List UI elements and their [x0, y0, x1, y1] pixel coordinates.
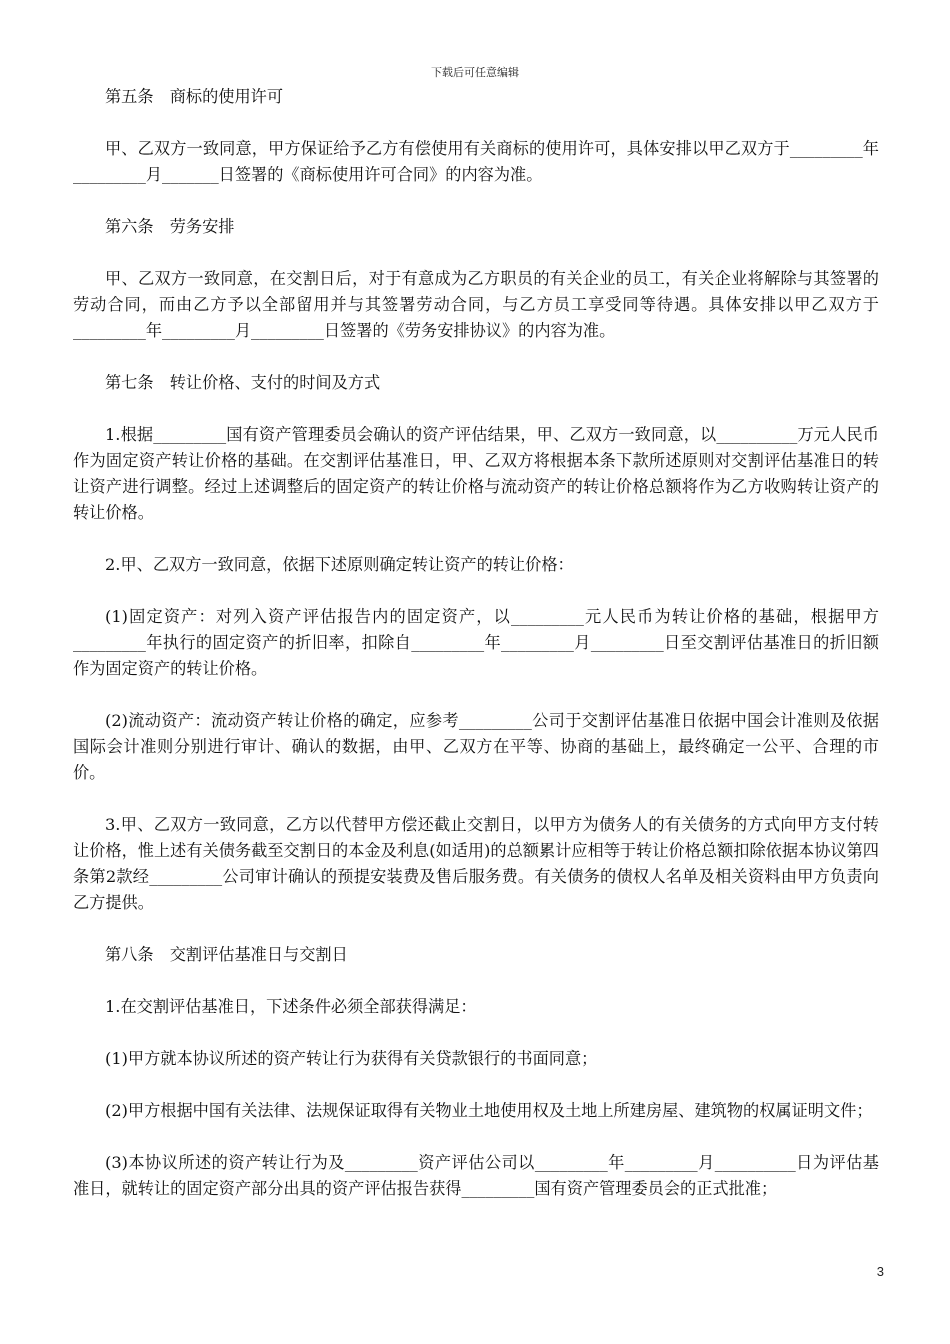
article-7-clause-3: 3.甲、乙双方一致同意，乙方以代替甲方偿还截止交割日，以甲方为债务人的有关债务的方式向甲方支付转让价格，惟上述有关债务截至交割日的本金及利息(如适用)的总额累计应相等于转让价格总额扣除依据本协议第四条第2款经_________公司审计确认的预提安装费及售后服务费。有关债务的债权人名单及相关资料由甲方负责向乙方提供。 — [73, 815, 879, 912]
article-7-clause-2-item-1: (1)固定资产：对列入资产评估报告内的固定资产，以_________元人民币为转让价格的基础，根据甲方_________年执行的固定资产的折旧率，扣除自_________年_________月_________日至交割评估基准日的折旧额作为固定资产的转让价格。 — [73, 607, 879, 678]
article-6-text: 甲、乙双方一致同意，在交割日后，对于有意成为乙方职员的有关企业的员工，有关企业将解除与其签署的劳动合同，而由乙方予以全部留用并与其签署劳动合同，与乙方员工享受同等待遇。具体安排以甲乙双方于_________年_________月_________日签署的《劳务安排协议》的内容为准。 — [73, 269, 879, 340]
article-7-heading: 第七条 转让价格、支付的时间及方式 — [105, 373, 381, 392]
article-7-clause-1: 1.根据_________国有资产管理委员会确认的资产评估结果，甲、乙双方一致同意，以__________万元人民币作为固定资产转让价格的基础。在交割评估基准日，甲、乙双方将根据本条下款所述原则对交割评估基准日的转让资产进行调整。经过上述调整后的固定资产的转让价格与流动资产的转让价格总额将作为乙方收购转让资产的转让价格。 — [73, 425, 879, 522]
article-6-heading: 第六条 劳务安排 — [105, 217, 235, 236]
article-7-clause-2: 2.甲、乙双方一致同意，依据下述原则确定转让资产的转让价格： — [105, 555, 574, 574]
document-body — [73, 84, 879, 1202]
article-7-clause-2-item-2: (2)流动资产：流动资产转让价格的确定，应参考_________公司于交割评估基准日依据中国会计准则及依据国际会计准则分别进行审计、确认的数据，由甲、乙双方在平等、协商的基础上，最终确定一公平、合理的市价。 — [73, 711, 879, 782]
article-8-clause-1: 1.在交割评估基准日，下述条件必须全部获得满足： — [105, 997, 477, 1016]
article-8-clause-1-item-3: (3)本协议所述的资产转让行为及_________资产评估公司以_________年_________月__________日为评估基准日，就转让的固定资产部分出具的资产评估报告获得_________国有资产管理委员会的正式批准； — [73, 1153, 879, 1198]
page-number: 3 — [876, 1264, 884, 1279]
page-header-note: 下载后可任意编辑 — [431, 66, 519, 79]
article-8-clause-1-item-1: (1)甲方就本协议所述的资产转让行为获得有关贷款银行的书面同意； — [105, 1049, 598, 1068]
article-8-heading: 第八条 交割评估基准日与交割日 — [105, 945, 348, 964]
article-8-clause-1-item-2: (2)甲方根据中国有关法律、法规保证取得有关物业土地使用权及土地上所建房屋、建筑物的权属证明文件； — [105, 1101, 873, 1120]
article-5-text: 甲、乙双方一致同意，甲方保证给予乙方有偿使用有关商标的使用许可，具体安排以甲乙双方于_________年_________月_______日签署的《商标使用许可合同》的内容为准。 — [73, 139, 879, 184]
article-5-heading: 第五条 商标的使用许可 — [105, 87, 284, 106]
